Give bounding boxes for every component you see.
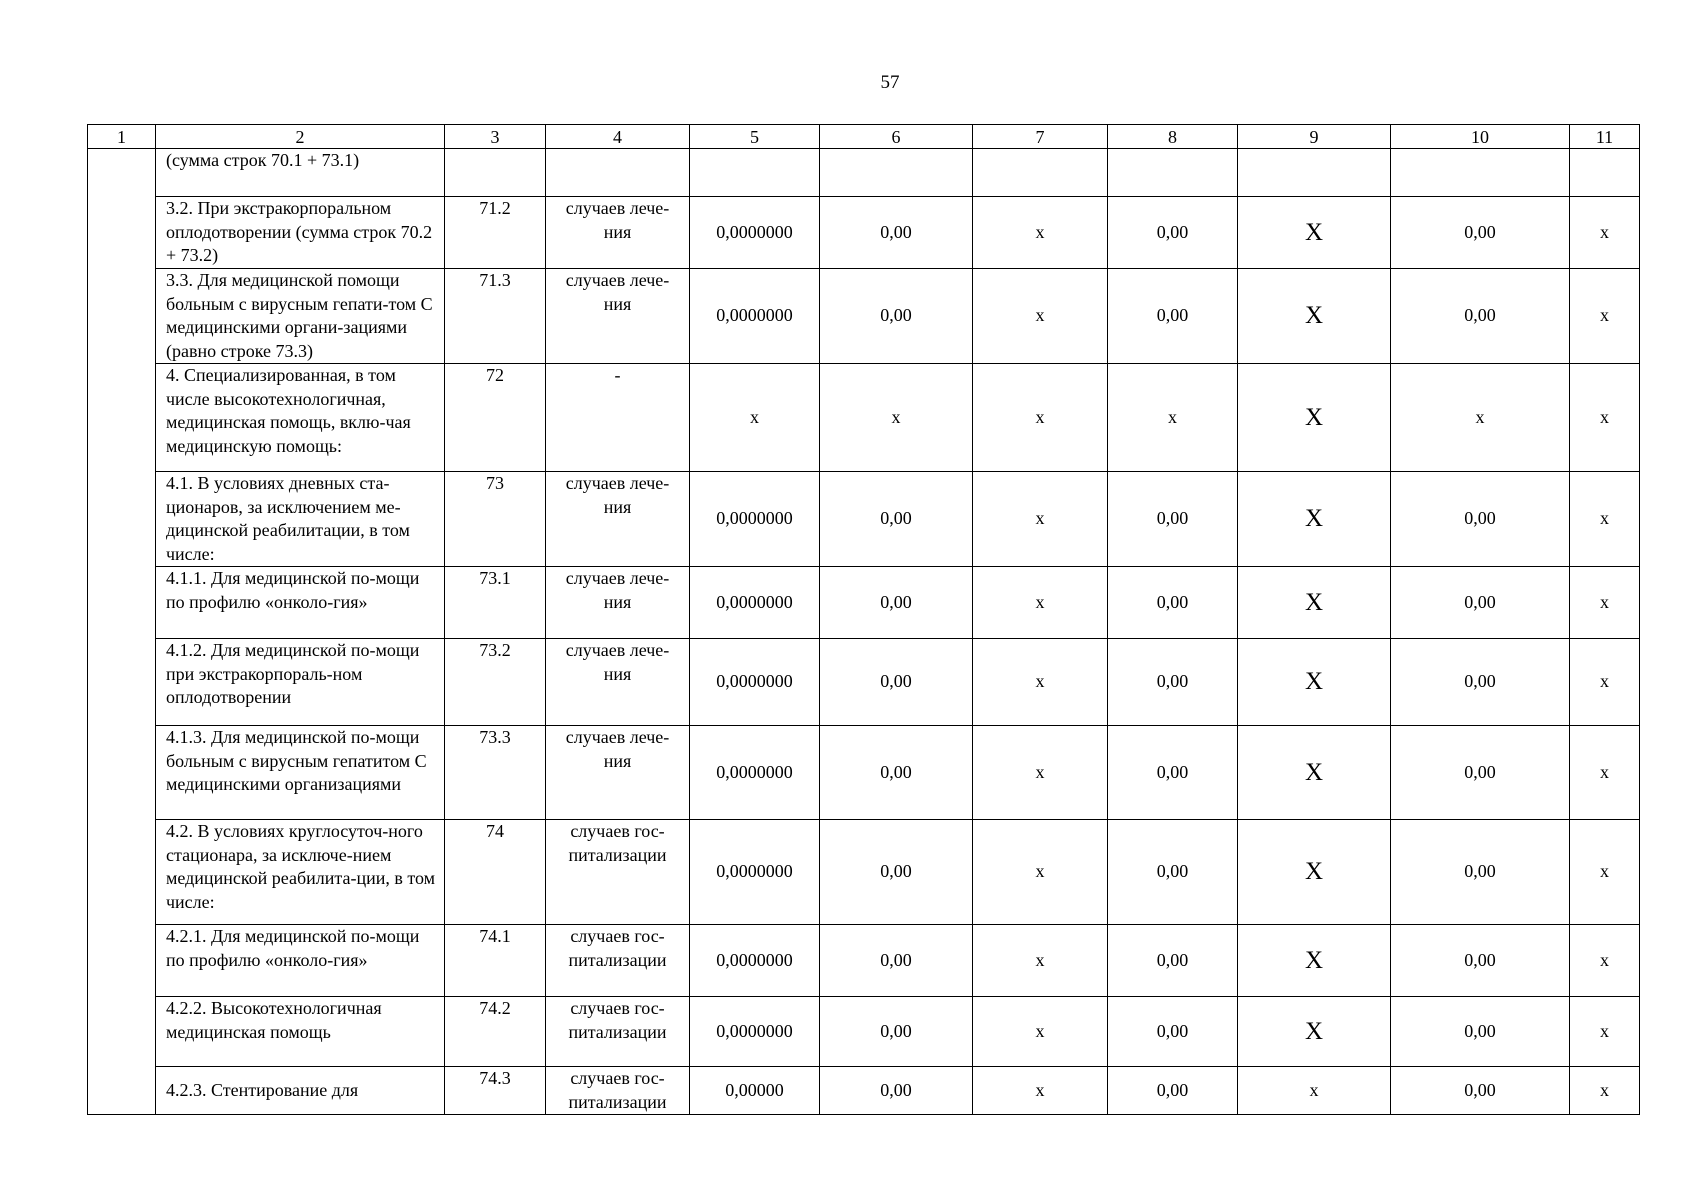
unit-cell: случаев гос-питализации — [546, 997, 690, 1067]
unit-cell: случаев гос-питализации — [546, 820, 690, 925]
header-cell: 6 — [820, 125, 973, 149]
indicator-name-cell: 4.1.2. Для медицинской по-мощи при экстракорпораль-ном оплодотворении — [156, 639, 445, 726]
indicator-name-cell: 4.1.3. Для медицинской по-мощи больным с вирусным гепатитом С медицинскими организациями — [156, 726, 445, 820]
indicator-name-cell: 3.2. При экстракорпоральном оплодотворении (сумма строк 70.2 + 73.2) — [156, 197, 445, 269]
value-cell: 0,0000000 — [690, 820, 820, 925]
value-cell: 0,0000000 — [690, 472, 820, 567]
indicator-name-cell: 3.3. Для медицинской помощи больным с вирусным гепати-том С медицинскими органи-зациями (равно строке 73.3) — [156, 269, 445, 364]
value-cell: х — [1570, 997, 1640, 1067]
row-number-cell — [88, 149, 156, 1115]
value-cell: х — [1570, 269, 1640, 364]
table-row — [88, 149, 1640, 197]
value-cell: 0,00 — [1391, 997, 1570, 1067]
value-cell: 0,00 — [1108, 639, 1238, 726]
value-cell: Х — [1238, 726, 1391, 820]
value-cell: 0,0000000 — [690, 726, 820, 820]
value-cell: х — [1570, 726, 1640, 820]
value-cell: 0,00 — [820, 472, 973, 567]
value-cell: Х — [1238, 197, 1391, 269]
line-code-cell: 71.3 — [445, 269, 546, 364]
header-cell: 5 — [690, 125, 820, 149]
table-row — [88, 726, 1640, 820]
value-cell: Х — [1238, 567, 1391, 639]
unit-cell — [546, 149, 690, 197]
value-cell: х — [1570, 820, 1640, 925]
value-cell: 0,00 — [1391, 1067, 1570, 1115]
value-cell: Х — [1238, 997, 1391, 1067]
unit-cell: случаев лече-ния — [546, 472, 690, 567]
unit-cell: случаев лече-ния — [546, 269, 690, 364]
line-code-cell: 74 — [445, 820, 546, 925]
value-cell: 0,0000000 — [690, 567, 820, 639]
value-cell: 0,0000000 — [690, 997, 820, 1067]
value-cell: 0,00 — [1391, 726, 1570, 820]
value-cell: Х — [1238, 269, 1391, 364]
line-code-cell: 73.1 — [445, 567, 546, 639]
unit-cell: случаев гос-питализации — [546, 925, 690, 997]
value-cell: 0,00 — [820, 1067, 973, 1115]
value-cell: 0,00 — [1391, 639, 1570, 726]
value-cell: х — [973, 997, 1108, 1067]
value-cell — [1391, 149, 1570, 197]
value-cell: 0,0000000 — [690, 197, 820, 269]
value-cell: х — [1570, 639, 1640, 726]
value-cell: х — [973, 567, 1108, 639]
header-cell: 7 — [973, 125, 1108, 149]
page-number: 57 — [880, 72, 900, 93]
unit-cell: случаев гос-питализации — [546, 1067, 690, 1115]
value-cell: 0,00 — [1391, 925, 1570, 997]
line-code-cell: 72 — [445, 364, 546, 472]
line-code-cell: 73.2 — [445, 639, 546, 726]
value-cell: х — [973, 269, 1108, 364]
indicator-name-cell: 4.2.1. Для медицинской по-мощи по профилю «онколо-гия» — [156, 925, 445, 997]
table-row — [88, 472, 1640, 567]
indicator-name-cell: 4.2.3. Стентирование для — [156, 1067, 445, 1115]
value-cell: х — [973, 726, 1108, 820]
header-cell: 11 — [1570, 125, 1640, 149]
value-cell: х — [973, 197, 1108, 269]
table-row — [88, 820, 1640, 925]
line-code-cell: 74.3 — [445, 1067, 546, 1115]
value-cell: 0,00 — [1391, 567, 1570, 639]
unit-cell: случаев лече-ния — [546, 197, 690, 269]
value-cell — [820, 149, 973, 197]
value-cell: 0,00 — [1391, 472, 1570, 567]
value-cell — [973, 149, 1108, 197]
value-cell: 0,00 — [1108, 820, 1238, 925]
value-cell: х — [973, 472, 1108, 567]
value-cell: х — [973, 639, 1108, 726]
table-row — [88, 567, 1640, 639]
value-cell — [1570, 149, 1640, 197]
value-cell: 0,00 — [820, 726, 973, 820]
value-cell: х — [1570, 925, 1640, 997]
value-cell: 0,00 — [1108, 472, 1238, 567]
value-cell: х — [1108, 364, 1238, 472]
table-row — [88, 997, 1640, 1067]
indicator-name-cell: 4.2.2. Высокотехнологичная медицинская помощь — [156, 997, 445, 1067]
value-cell: Х — [1238, 820, 1391, 925]
value-cell: 0,00 — [1108, 567, 1238, 639]
value-cell: 0,00 — [820, 925, 973, 997]
value-cell: Х — [1238, 925, 1391, 997]
value-cell: 0,00 — [1108, 197, 1238, 269]
table-row — [88, 269, 1640, 364]
line-code-cell: 73 — [445, 472, 546, 567]
value-cell — [1108, 149, 1238, 197]
value-cell: х — [1570, 364, 1640, 472]
header-row — [88, 125, 1640, 149]
indicator-name-cell: 4. Специализированная, в том числе высокотехнологичная, медицинская помощь, вклю-чая медицинскую помощь: — [156, 364, 445, 472]
line-code-cell: 73.3 — [445, 726, 546, 820]
value-cell: 0,00 — [820, 197, 973, 269]
value-cell: х — [1238, 1067, 1391, 1115]
value-cell: 0,00 — [1391, 269, 1570, 364]
header-cell: 10 — [1391, 125, 1570, 149]
value-cell: Х — [1238, 472, 1391, 567]
value-cell: х — [1391, 364, 1570, 472]
header-cell: 3 — [445, 125, 546, 149]
value-cell: 0,00000 — [690, 1067, 820, 1115]
value-cell: 0,00 — [820, 269, 973, 364]
value-cell: х — [973, 1067, 1108, 1115]
value-cell: х — [973, 925, 1108, 997]
header-cell: 9 — [1238, 125, 1391, 149]
value-cell: х — [1570, 1067, 1640, 1115]
data-table — [87, 124, 1640, 1115]
indicator-name-cell: (сумма строк 70.1 + 73.1) — [156, 149, 445, 197]
value-cell: Х — [1238, 639, 1391, 726]
line-code-cell — [445, 149, 546, 197]
unit-cell: случаев лече-ния — [546, 567, 690, 639]
value-cell: 0,00 — [820, 820, 973, 925]
table-row — [88, 197, 1640, 269]
unit-cell: случаев лече-ния — [546, 726, 690, 820]
table-row — [88, 1067, 1640, 1115]
value-cell: 0,00 — [1391, 820, 1570, 925]
table-row — [88, 364, 1640, 472]
line-code-cell: 74.1 — [445, 925, 546, 997]
unit-cell: - — [546, 364, 690, 472]
indicator-name-cell: 4.1.1. Для медицинской по-мощи по профилю «онколо-гия» — [156, 567, 445, 639]
line-code-cell: 74.2 — [445, 997, 546, 1067]
value-cell: 0,0000000 — [690, 925, 820, 997]
value-cell: 0,00 — [820, 997, 973, 1067]
value-cell: 0,0000000 — [690, 269, 820, 364]
table-row — [88, 925, 1640, 997]
value-cell: 0,00 — [1108, 726, 1238, 820]
value-cell: 0,00 — [1108, 269, 1238, 364]
value-cell: 0,0000000 — [690, 639, 820, 726]
value-cell: х — [973, 820, 1108, 925]
value-cell: х — [820, 364, 973, 472]
value-cell: 0,00 — [1108, 997, 1238, 1067]
value-cell: 0,00 — [820, 567, 973, 639]
value-cell: х — [1570, 567, 1640, 639]
table-row — [88, 639, 1640, 726]
value-cell: х — [690, 364, 820, 472]
header-cell: 8 — [1108, 125, 1238, 149]
value-cell: Х — [1238, 364, 1391, 472]
unit-cell: случаев лече-ния — [546, 639, 690, 726]
value-cell — [1238, 149, 1391, 197]
value-cell: х — [973, 364, 1108, 472]
value-cell: 0,00 — [1108, 925, 1238, 997]
value-cell: х — [1570, 197, 1640, 269]
line-code-cell: 71.2 — [445, 197, 546, 269]
header-cell: 2 — [156, 125, 445, 149]
value-cell: х — [1570, 472, 1640, 567]
indicator-name-cell: 4.2. В условиях круглосуточ-ного стационара, за исключе-нием медицинской реабилита-ции, в том числе: — [156, 820, 445, 925]
value-cell — [690, 149, 820, 197]
header-cell: 1 — [88, 125, 156, 149]
value-cell: 0,00 — [820, 639, 973, 726]
value-cell: 0,00 — [1108, 1067, 1238, 1115]
header-cell: 4 — [546, 125, 690, 149]
indicator-name-cell: 4.1. В условиях дневных ста-ционаров, за исключением ме-дицинской реабилитации, в том числе: — [156, 472, 445, 567]
value-cell: 0,00 — [1391, 197, 1570, 269]
